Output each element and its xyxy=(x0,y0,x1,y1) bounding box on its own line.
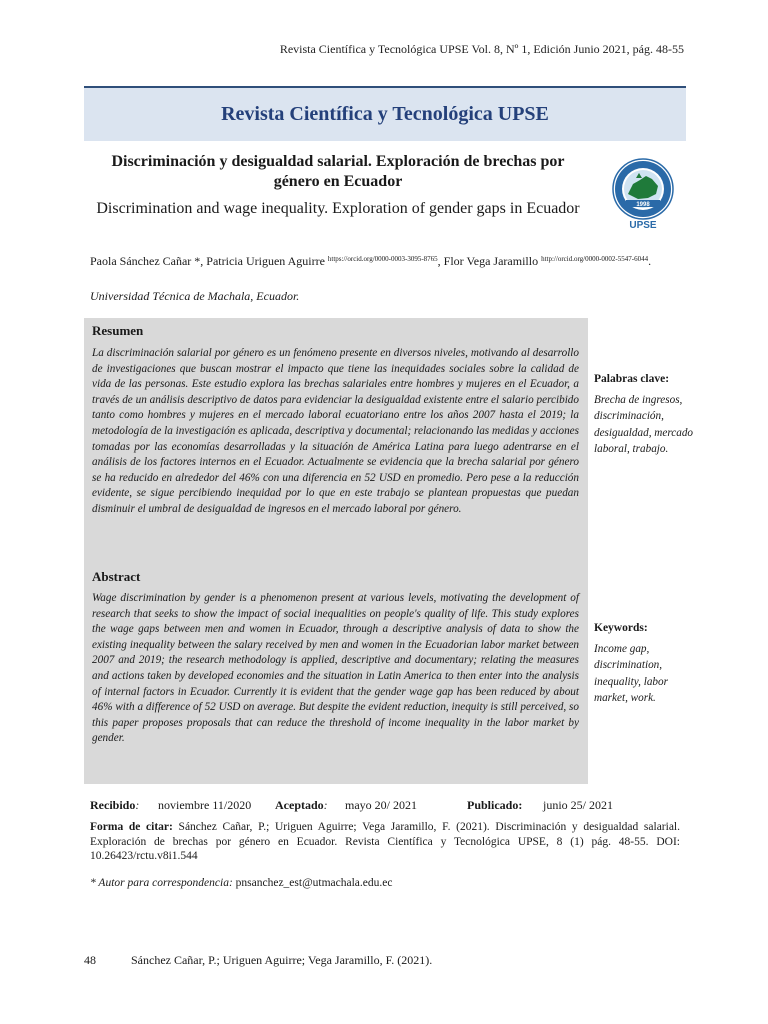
logo-year: 1998 xyxy=(636,202,650,208)
page-number: 48 xyxy=(84,953,96,967)
upse-logo xyxy=(606,156,680,232)
author-2: , Flor Vega Jaramillo xyxy=(437,254,542,268)
author-1: Paola Sánchez Cañar *, Patricia Uriguen Aguirre xyxy=(90,254,328,268)
title-english: Discrimination and wage inequality. Exploration of gender gaps in Ecuador xyxy=(96,200,580,217)
received-sep: : xyxy=(135,798,140,812)
citation-label: Forma de citar: xyxy=(90,821,173,833)
palabras-clave-list: Brecha de ingresos, discriminación, desigualdad, mercado laboral, trabajo. xyxy=(594,394,694,456)
accepted-value: mayo 20/ 2021 xyxy=(345,798,417,812)
resumen-heading: Resumen xyxy=(92,323,144,338)
published-value: junio 25/ 2021 xyxy=(543,798,614,812)
accepted-date xyxy=(275,798,328,813)
accepted-sep: : xyxy=(323,798,328,812)
keywords-list: Income gap, discrimination, inequality, labor market, work. xyxy=(594,643,668,705)
received-label: Recibido xyxy=(90,798,136,812)
keywords-heading: Keywords: xyxy=(594,622,648,634)
affiliation: Universidad Técnica de Machala, Ecuador. xyxy=(90,289,300,303)
running-header: Revista Científica y Tecnológica UPSE Vol. 8, Nº 1, Edición Junio 2021, pág. 48-55 xyxy=(279,42,684,56)
published-label: Publicado: xyxy=(467,798,523,812)
abstract-heading: Abstract xyxy=(92,569,141,584)
abstract-text: Wage discrimination by gender is a phenomenon present at various levels, motivating the development of research that seeks to show the impact of social inequalities on people's quality of life. This study explores the wage gaps between men and women in Ecuador, through a descriptive analysis of data to show the existing inequality between the salary received by men and women in the Ecuadorian labor market between 2007 and 2019; the research methodology is applied, descriptive and documentary; relating the measures and actions taken by developed economies and the situation in Latin America to then enter into the analysis of internal factors in Ecuador. Currently it is evident that the gender wage gap has been reduced by about 46% with a difference of 52 USD on average. But despite the evident reduction, inequity is still perceived, so this paper proposes proposals that can reduce the threshold of income inequality in the labor market by gender. xyxy=(92,592,579,745)
journal-name: Revista Científica y Tecnológica UPSE xyxy=(221,103,549,125)
title-spanish: Discriminación y desigualdad salarial. Exploración de brechas por género en Ecuador xyxy=(111,153,565,190)
journal-banner xyxy=(84,86,686,141)
accepted-label: Aceptado xyxy=(275,798,324,812)
dates-line xyxy=(0,798,768,814)
palabras-clave-heading: Palabras clave: xyxy=(594,373,670,385)
orcid-1[interactable]: https://orcid.org/0000-0003-3095-8765 xyxy=(327,255,438,263)
resumen-text: La discriminación salarial por género es un fenómeno presente en diversos niveles, motivando al desarrollo de investigaciones que buscan mostrar el impacto que tiene las inequidades sociales sobre la calidad de vida de las personas. Este estudio explora las brechas salariales entre hombres y mujeres en el Ecuador, a través de un análisis descriptivo de datos para evidenciar la desigualdad existente entre el salario percibido tanto como hombres y mujeres en el mercado laboral ecuatoriano entre los años 2007 hasta el 2019; la metodología de la investigación es aplicada, descriptiva y documental; relacionando las medidas y acciones tomadas por las economías desarrolladas y la situación de América Latina para luego adentrarse en el análisis de los factores internos en el Ecuador. Actualmente se evidencia que la brecha salarial por género se ha reducido en alrededor del 46% con una diferencia en 52 USD en promedio. Pero pese a la reducción evidente, se sigue percibiendo inequidad por lo que en este trabajo se plantean propuestas que puedan disminuir el umbral de desigualdad de ingresos en el mercado laboral por género. xyxy=(92,347,579,515)
citation-text: Sánchez Cañar, P.; Uriguen Aguirre; Vega Jaramillo, F. (2021). Discriminación y desigualdad salarial. Exploración de brechas por género en Ecuador. Revista Científica y Tecnológica UPSE, 8 (1) pág. 48-55. DOI: 10.26423/rctu.v8i1.544 xyxy=(90,821,680,862)
logo-label: UPSE xyxy=(629,220,657,231)
authors-line xyxy=(90,252,690,268)
received-value: noviembre 11/2020 xyxy=(158,798,252,812)
corresponding-email[interactable]: pnsanchez_est@utmachala.edu.ec xyxy=(232,877,393,889)
citation xyxy=(90,820,680,864)
corresponding-label: * Autor para correspondencia: xyxy=(90,877,233,889)
authors-trail: . xyxy=(648,254,652,268)
published-date xyxy=(467,798,522,813)
received-date xyxy=(90,798,139,813)
orcid-2[interactable]: http://orcid.org/0000-0002-5547-6044 xyxy=(541,255,649,263)
corresponding-author xyxy=(90,877,392,889)
footer-authors: Sánchez Cañar, P.; Uriguen Aguirre; Vega Jaramillo, F. (2021). xyxy=(131,953,433,967)
